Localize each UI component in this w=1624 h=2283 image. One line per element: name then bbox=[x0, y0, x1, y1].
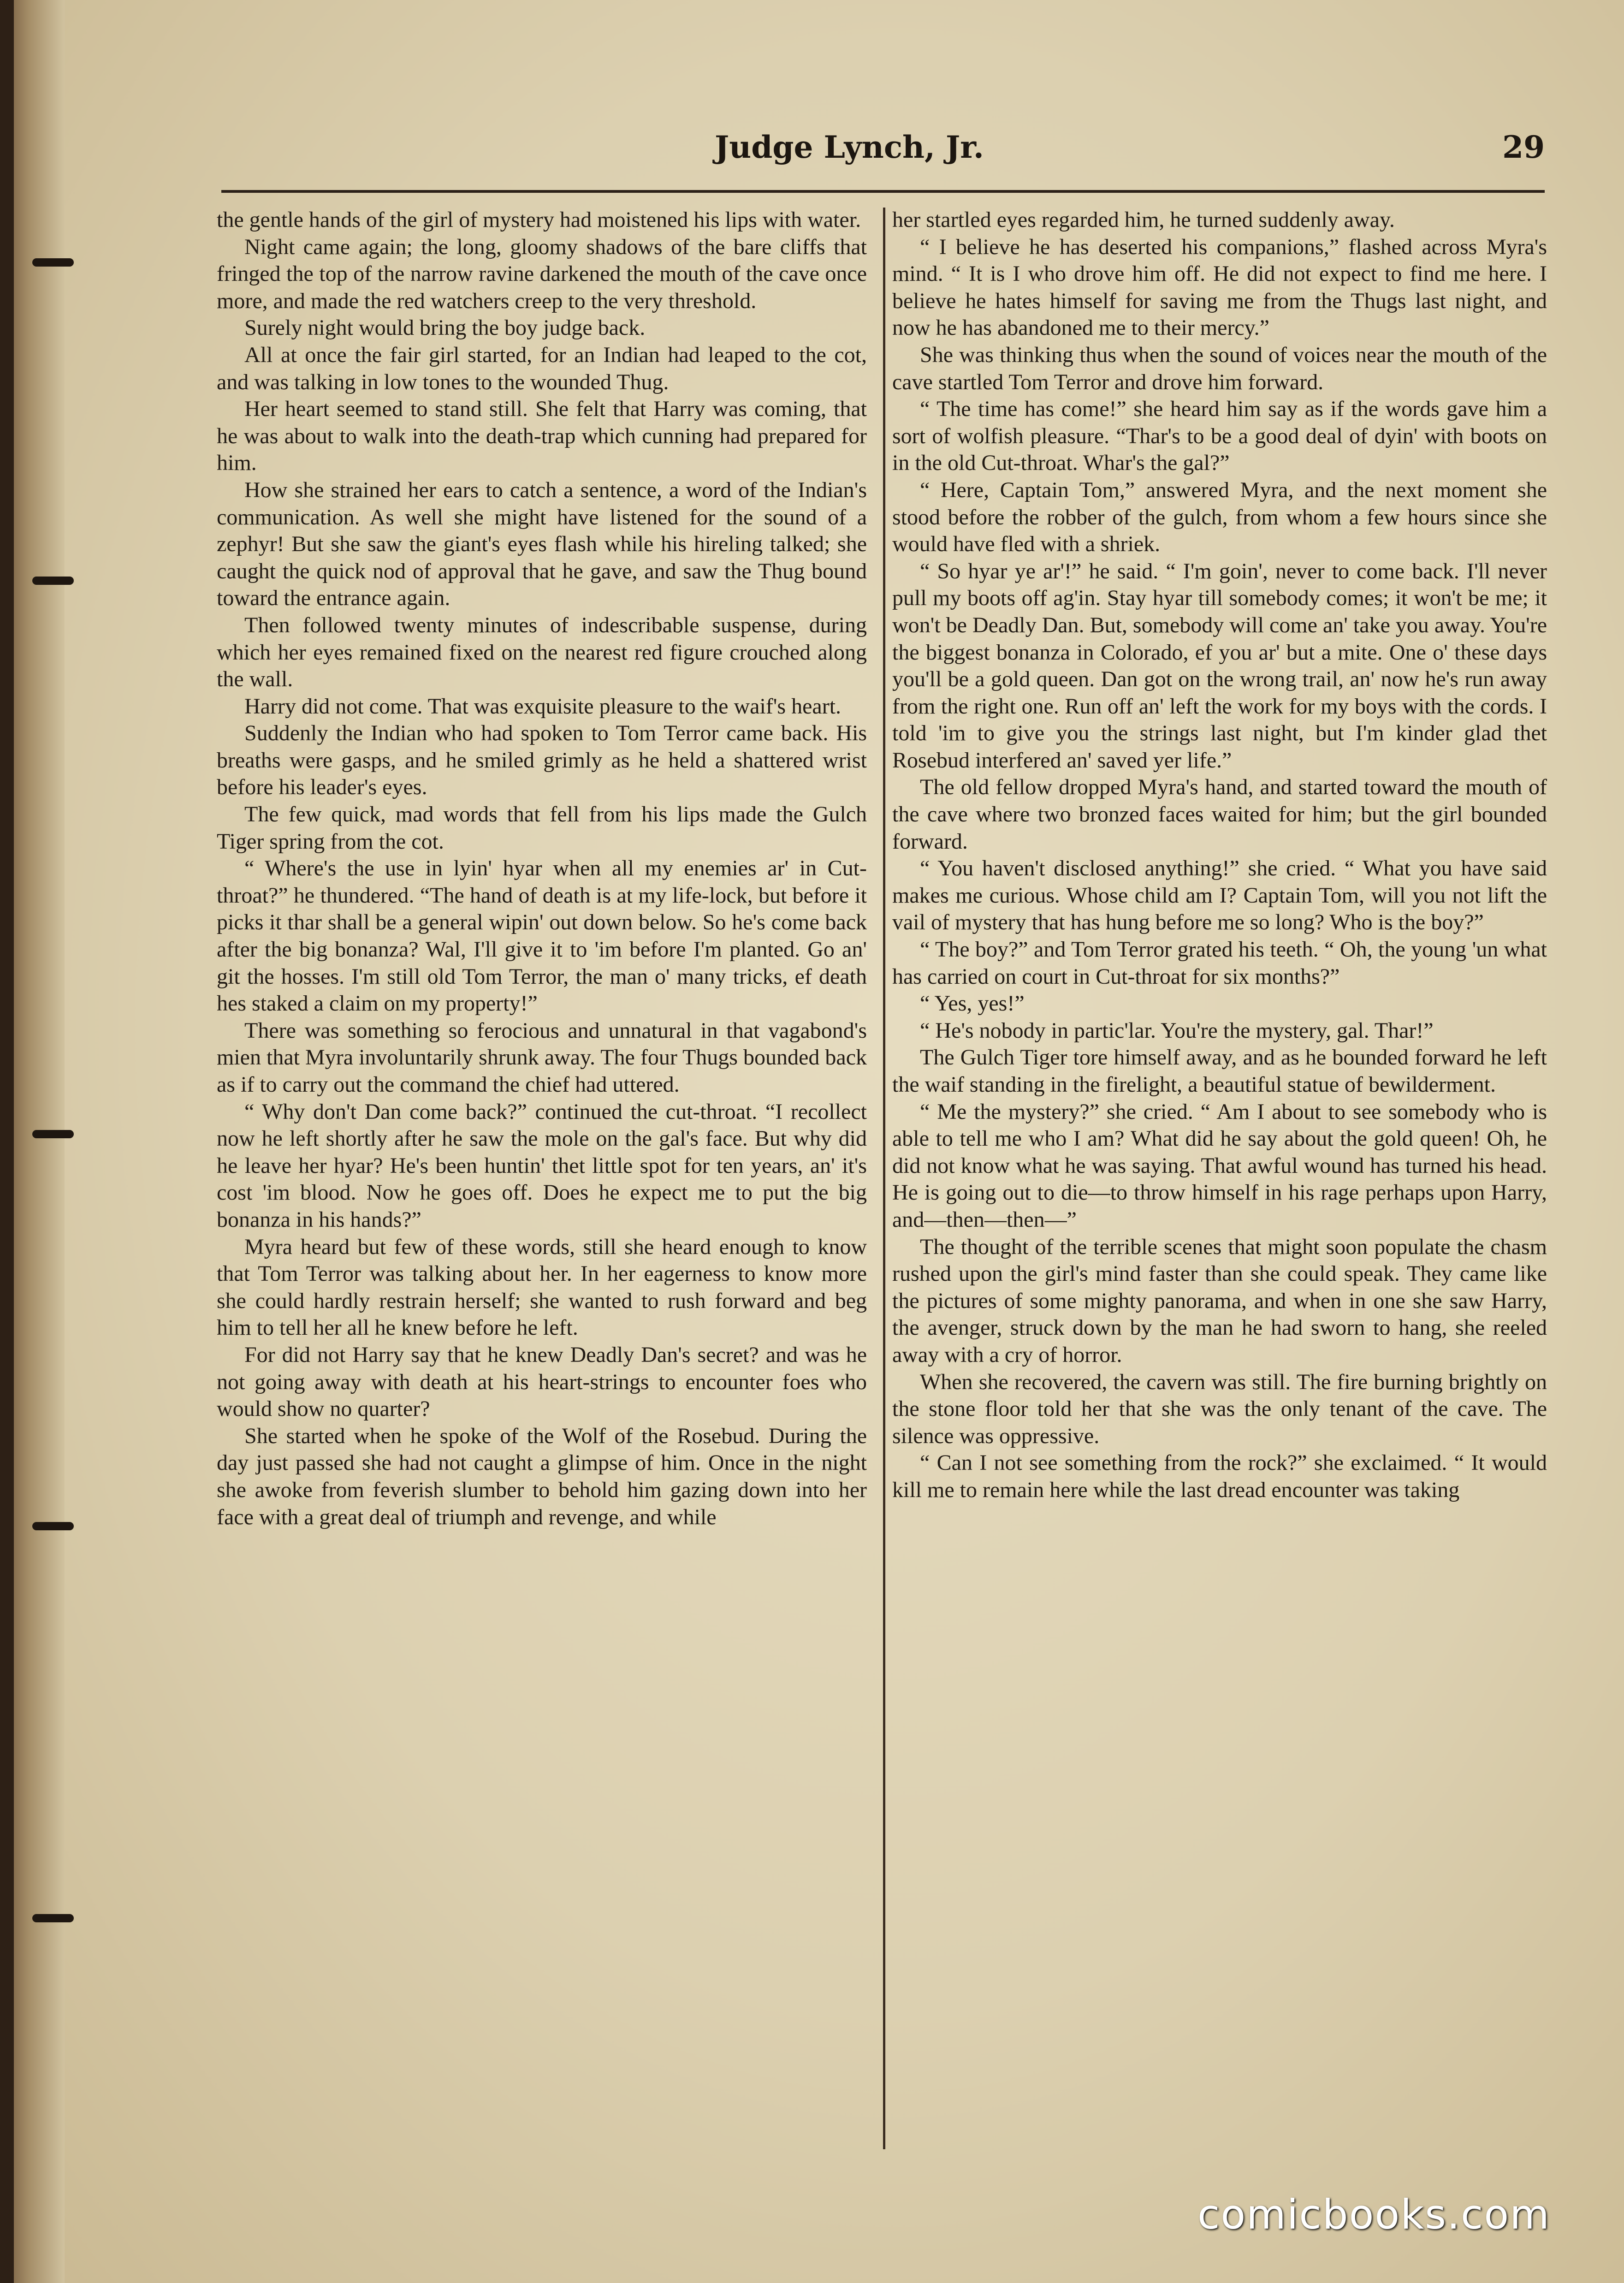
paragraph: Night came again; the long, gloomy shadows of the bare cliffs that fringed the top of the narrow ravine darkened the mouth of the cave once more, and made the red watchers creep to the very threshold. bbox=[217, 234, 867, 313]
column-divider bbox=[883, 208, 885, 2149]
watermark: comicbooks.com bbox=[1197, 2191, 1550, 2238]
paragraph: There was something so ferocious and unnatural in that vagabond's mien that Myra involuntarily shrunk away. The four Thugs bounded back as if to carry out the command the chief had uttered. bbox=[217, 1018, 867, 1097]
paragraph: She was thinking thus when the sound of voices near the mouth of the cave startled Tom Terror and drove him forward. bbox=[892, 342, 1547, 394]
header-rule bbox=[221, 190, 1545, 193]
paragraph: “ Yes, yes!” bbox=[920, 991, 1025, 1016]
paragraph: “ So hyar ye ar'!” he said. “ I'm goin', never to come back. I'll never pull my boots off ag'in. Stay hyar till somebody comes; it won't be me; it won't be Deadly Dan. But, somebody will come an' take you away. You're the biggest bonanza in Colorado, ef you ar' but a mite. One o' these days you'll be a gold queen. Dan got on the wrong trail, an' now he's run away from the right one. Run off an' left the work for my boys with the cords. I told 'im to give you the strings last night, but I'm kinder glad thet Rosebud interfered an' saved yer life.” bbox=[892, 559, 1547, 773]
paragraph: Harry did not come. That was exquisite pleasure to the waif's heart. bbox=[244, 694, 842, 719]
paragraph: Surely night would bring the boy judge back. bbox=[244, 315, 646, 340]
page-number: 29 bbox=[1502, 129, 1545, 165]
paragraph: the gentle hands of the girl of mystery had moistened his lips with water. bbox=[217, 208, 861, 232]
paragraph: “ The time has come!” she heard him say as if the words gave him a sort of wolfish pleasure. “Thar's to be a good deal of dyin' with boots on in the old Cut-throat. Whar's the gal?” bbox=[892, 397, 1547, 476]
paragraph: “ He's nobody in partic'lar. You're the mystery, gal. Thar!” bbox=[920, 1018, 1434, 1043]
paragraph: “ I believe he has deserted his companions,” flashed across Myra's mind. “ It is I who drove him off. He did not expect to find me here. I believe he hates himself for saving me from the Thugs last night, and now he has abandoned me to their mercy.” bbox=[892, 234, 1547, 340]
running-title: Judge Lynch, Jr. bbox=[715, 129, 984, 165]
paragraph: For did not Harry say that he knew Deadly Dan's secret? and was he not going away with death at his heart-strings to encounter foes who would show no quarter? bbox=[217, 1342, 867, 1421]
paragraph: She started when he spoke of the Wolf of the Rosebud. During the day just passed she had not caught a glimpse of him. Once in the night she awoke from feverish slumber to behold him gazing down into her face with a great deal of triumph and revenge, and while bbox=[217, 1423, 867, 1529]
paragraph: Suddenly the Indian who had spoken to Tom Terror came back. His breaths were gasps, and he smiled grimly as he held a shattered wrist before his leader's eyes. bbox=[217, 721, 867, 800]
binding-stitch bbox=[32, 577, 74, 585]
paragraph: her startled eyes regarded him, he turned suddenly away. bbox=[892, 208, 1395, 232]
paragraph: “ The boy?” and Tom Terror grated his teeth. “ Oh, the young 'un what has carried on court in Cut-throat for six months?” bbox=[892, 937, 1547, 989]
paragraph: The old fellow dropped Myra's hand, and started toward the mouth of the cave where two bronzed faces waited for him; but the girl bounded forward. bbox=[892, 775, 1547, 854]
page-header bbox=[221, 125, 1545, 180]
paragraph: “ You haven't disclosed anything!” she cried. “ What you have said makes me curious. Whose child am I? Captain Tom, will you not lift the vail of mystery that has hung before me so long? Who is the boy?” bbox=[892, 856, 1547, 935]
left-column bbox=[217, 207, 867, 1531]
binding-stitch bbox=[32, 1130, 74, 1138]
paragraph: All at once the fair girl started, for an Indian had leaped to the cot, and was talking in low tones to the wounded Thug. bbox=[217, 342, 867, 394]
paragraph: Then followed twenty minutes of indescribable suspense, during which her eyes remained fixed on the nearest red figure crouched along the wall. bbox=[217, 612, 867, 692]
paragraph: “ Here, Captain Tom,” answered Myra, and the next moment she stood before the robber of the gulch, from whom a few hours since she would have fled with a shriek. bbox=[892, 477, 1547, 557]
paragraph: Her heart seemed to stand still. She felt that Harry was coming, that he was about to walk into the death-trap which cunning had prepared for him. bbox=[217, 397, 867, 476]
binding-stitch bbox=[32, 258, 74, 267]
binding-stitch bbox=[32, 1914, 74, 1922]
paragraph: Myra heard but few of these words, still she heard enough to know that Tom Terror was talking about her. In her eagerness to know more she could hardly restrain herself; she wanted to rush forward and beg him to tell her all he knew before he left. bbox=[217, 1234, 867, 1340]
binding-edge bbox=[0, 0, 14, 2283]
paragraph: “ Can I not see something from the rock?” she exclaimed. “ It would kill me to remain here while the last dread encounter was taking bbox=[892, 1451, 1547, 1502]
binding-stitch bbox=[32, 1522, 74, 1530]
paragraph: “ Why don't Dan come back?” continued the cut-throat. “I recollect now he left shortly after he saw the mole on the gal's face. But why did he leave her hyar? He's been huntin' thet little spot for ten years, an' it's cost 'im blood. Now he goes off. Does he expect me to put the big bonanza in his hands?” bbox=[217, 1099, 867, 1232]
paragraph: The few quick, mad words that fell from his lips made the Gulch Tiger spring from the cot. bbox=[217, 802, 867, 854]
paragraph: The Gulch Tiger tore himself away, and as he bounded forward he left the waif standing in the firelight, a beautiful statue of bewilderment. bbox=[892, 1045, 1547, 1097]
paragraph: When she recovered, the cavern was still. The fire burning brightly on the stone floor told her that she was the only tenant of the cave. The silence was oppressive. bbox=[892, 1369, 1547, 1448]
paragraph: The thought of the terrible scenes that might soon populate the chasm rushed upon the girl's mind faster than she could speak. They came like the pictures of some mighty panorama, and when in one she saw Harry, the avenger, struck down by the man he had sworn to hang, she reeled away with a cry of horror. bbox=[892, 1234, 1547, 1367]
paragraph: “ Where's the use in lyin' hyar when all my enemies ar' in Cut-throat?” he thundered. “The hand of death is at my life-lock, but before it picks it thar shall be a general wipin' out down below. So he's come back after the big bonanza? Wal, I'll give it to 'im before I'm planted. Go an' git the hosses. I'm still old Tom Terror, the man o' many tricks, ef death hes staked a claim on my property!” bbox=[217, 856, 867, 1016]
paragraph: How she strained her ears to catch a sentence, a word of the Indian's communication. As well she might have listened for the sound of a zephyr! But she saw the giant's eyes flash while his hireling talked; she caught the quick nod of approval that he gave, and saw the Thug bound toward the entrance again. bbox=[217, 477, 867, 611]
paragraph: “ Me the mystery?” she cried. “ Am I about to see somebody who is able to tell me who I am? What did he say about the gold queen! Oh, he did not know what he was saying. That awful wound has turned his head. He is going out to die—to throw himself in his rage perhaps upon Harry, and—then—then—” bbox=[892, 1099, 1547, 1232]
right-column bbox=[892, 207, 1547, 1504]
